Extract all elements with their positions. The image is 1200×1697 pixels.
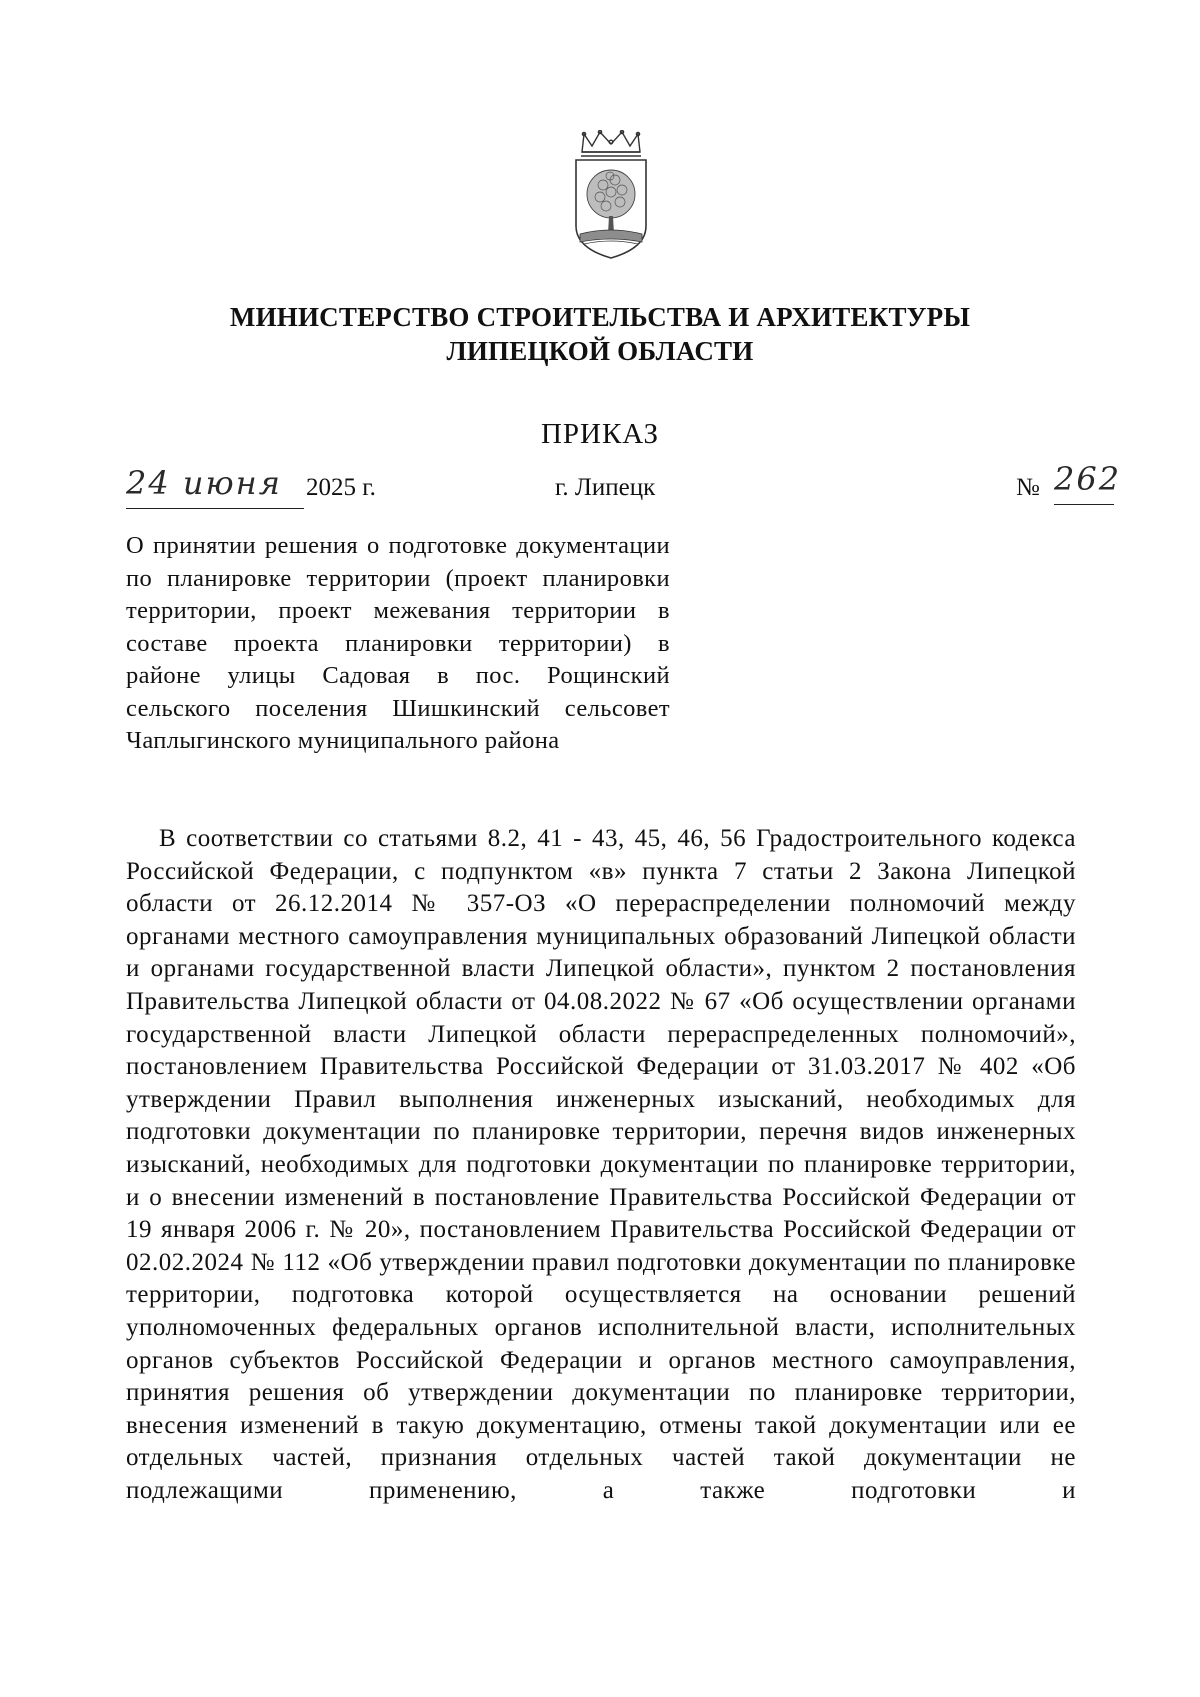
order-year: 2025 г. <box>306 474 376 501</box>
ministry-name-line1: МИНИСТЕРСТВО СТРОИТЕЛЬСТВА И АРХИТЕКТУРЫ <box>229 302 971 332</box>
order-body-paragraph: В соответствии со статьями 8.2, 41 - 43, 45, 46, 56 Градостроительного кодекса Российской Федерации, с подпунктом «в» пункта 7 статьи 2 Закона Липецкой области от 26.12.2014 № 357-ОЗ «О перераспределении полномочий между органами местного самоуправления муниципальных образований Липецкой области и органами государственной власти Липецкой области», пунктом 2 постановления Правительства Липецкой области от 04.08.2022 № 67 «Об осуществлении органами государственной власти Липецкой области перераспределенных полномочий», постановлением Правительства Российской Федерации от 31.03.2017 № 402 «Об утверждении Правил выполнения инженерных изысканий, необходимых для подготовки документации по планировке территории, перечня видов инженерных изысканий, необходимых для подготовки документации по планировке территории, и о внесении изменений в постановление Правительства Российской Федерации от 19 января 2006 г. № 20», постановлением Правительства Российской Федерации от 02.02.2024 № 112 «Об утверждении правил подготовки документации по планировке территории, подготовка которой осуществляется на основании решений уполномоченных федеральных органов исполнительной власти, исполнительных органов субъектов Российской Федерации и органов местного самоуправления, принятия решения об утверждении документации по планировке территории, внесения изменений в такую документацию, отмены такой документации или ее отдельных частей, признания отдельных частей такой документации не подлежащими применению, а также подготовки и <box>126 825 1076 1504</box>
ministry-name-line2: ЛИПЕЦКОЙ ОБЛАСТИ <box>446 336 754 366</box>
lipetsk-coat-of-arms-icon <box>570 130 652 260</box>
handwritten-date: 24 июня <box>126 464 304 509</box>
handwritten-number: 262 <box>1054 460 1114 505</box>
ministry-name <box>0 300 1200 368</box>
order-meta-line <box>126 460 1122 514</box>
order-subject: О принятии решения о подготовке документации по планировке территории (проект планировки территории, проект межевания территории в составе проекта планировки территории) в районе улицы Садовая в пос. Рощинский сельского поселения Шишкинский сельсовет Чаплыгинского муниципального района <box>126 532 670 754</box>
order-title: ПРИКАЗ <box>540 418 660 450</box>
order-city: г. Липецк <box>555 474 656 501</box>
number-sign: № <box>1016 474 1040 501</box>
